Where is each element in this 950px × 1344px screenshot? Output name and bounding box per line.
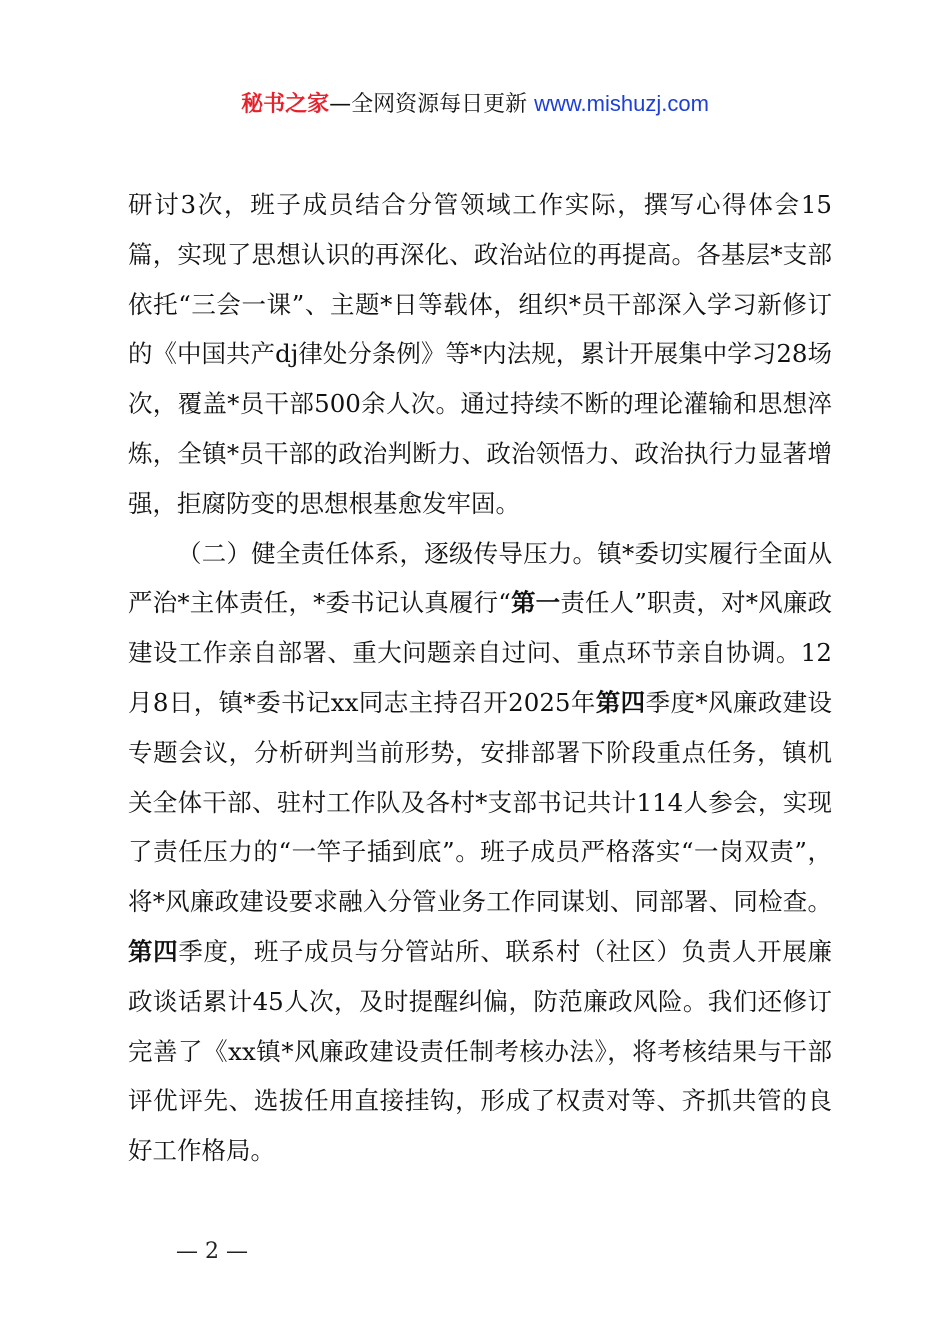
paragraph-2-text-2: 责任人”职责，对*风廉政建设工作亲自部署、重大问题亲自过问、重点环节亲自协调。12月8日，镇*委书记xx同志主持召开2025年 bbox=[128, 588, 833, 717]
bold-emphasis-3: 第四 bbox=[128, 936, 179, 966]
brand-name: 秘书之家 bbox=[241, 92, 330, 117]
document-body bbox=[128, 180, 832, 1176]
bold-emphasis-1: 第一 bbox=[510, 588, 561, 618]
page-number: — 2 — bbox=[176, 1239, 248, 1264]
site-url-link[interactable]: www.mishuzj.com bbox=[534, 91, 709, 116]
paragraph-2 bbox=[128, 529, 832, 1176]
paragraph-2-text-3: 季度*风廉政建设专题会议，分析研判当前形势，安排部署下阶段重点任务，镇机关全体干部、驻村工作队及各村*支部书记共计114人参会，实现了责任压力的“一竿子插到底”。班子成员严格落实“一岗双责”，将*风廉政建设要求融入分管业务工作同谋划、同部署、同检查。 bbox=[128, 687, 833, 917]
site-header bbox=[0, 88, 950, 121]
header-slogan: —全网资源每日更新 bbox=[329, 92, 528, 117]
paragraph-1: 研讨3次，班子成员结合分管领域工作实际，撰写心得体会15篇，实现了思想认识的再深化、政治站位的再提高。各基层*支部依托“三会一课”、主题*日等载体，组织*员干部深入学习新修订的《中国共产dj律处分条例》等*内法规，累计开展集中学习28场次，覆盖*员干部500余人次。通过持续不断的理论灌输和思想淬炼，全镇*员干部的政治判断力、政治领悟力、政治执行力显著增强，拒腐防变的思想根基愈发牢固。 bbox=[128, 190, 832, 518]
paragraph-2-text-1: （二）健全责任体系，逐级传导压力。镇*委切实履行全面从严治*主体责任，*委书记认真履行“ bbox=[128, 538, 832, 618]
paragraph-2-text-4: 季度，班子成员与分管站所、联系村（社区）负责人开展廉政谈话累计45人次，及时提醒纠偏，防范廉政风险。我们还修订完善了《xx镇*风廉政建设责任制考核办法》，将考核结果与干部评优评先、选拔任用直接挂钩，形成了权责对等、齐抓共管的良好工作格局。 bbox=[128, 936, 833, 1166]
bold-emphasis-2: 第四 bbox=[595, 687, 646, 717]
